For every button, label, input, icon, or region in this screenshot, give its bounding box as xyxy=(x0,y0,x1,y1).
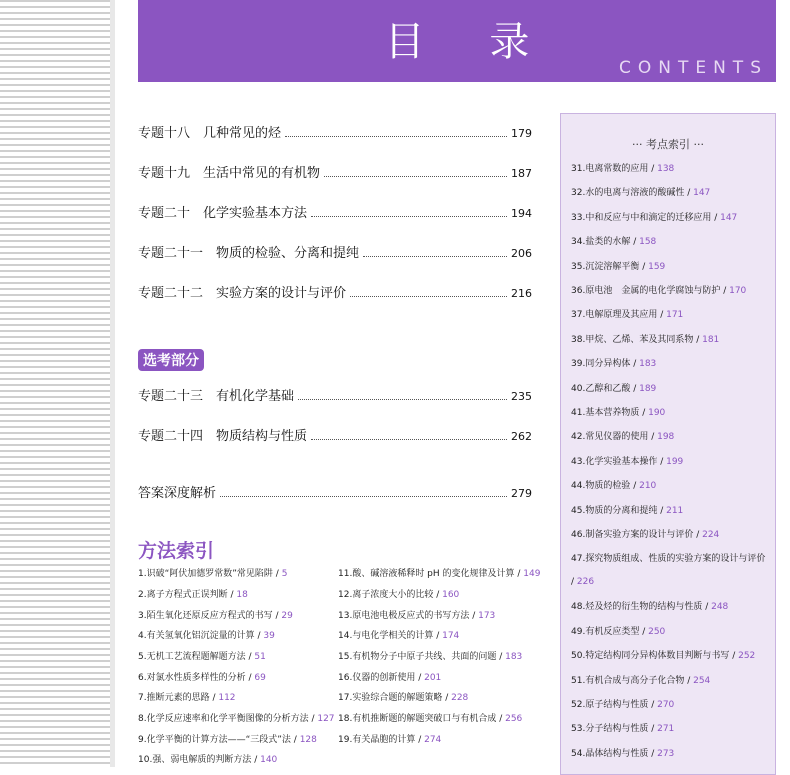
index-item[interactable]: 32.水的电离与溶液的酸碱性 / 147 xyxy=(571,188,711,199)
index-item[interactable]: 51.有机合成与高分子化合物 / 254 xyxy=(571,675,711,686)
index-item-text: 51.有机合成与高分子化合物 xyxy=(571,675,685,686)
index-item-text: 47.探究物质组成、性质的实验方案的设计与评价 xyxy=(571,554,766,565)
method-item-page: 18 xyxy=(236,590,248,600)
index-item[interactable]: 33.中和反应与中和滴定的迁移应用 / 147 xyxy=(571,212,738,223)
method-item[interactable]: 14.与电化学相关的计算 / 174 xyxy=(338,631,460,641)
binding-edge xyxy=(110,0,115,767)
index-item[interactable]: 31.电离常数的应用 / 138 xyxy=(571,164,675,174)
index-item[interactable]: 41.基本营养物质 / 190 xyxy=(571,408,666,418)
toc-entry-label: 专题二十 化学实验基本方法 xyxy=(138,206,308,221)
index-item-text: 42.常见仪器的使用 xyxy=(571,432,649,443)
index-item-text: 31.电离常数的应用 xyxy=(571,164,649,174)
index-item[interactable]: 37.电解原理及其应用 / 171 xyxy=(571,310,684,321)
index-item-text: 34.盐类的水解 xyxy=(571,237,631,248)
index-item-page: 224 xyxy=(702,530,720,540)
method-item-text: 11.酸、碱溶液稀释时 pH 的变化规律及计算 xyxy=(338,569,515,579)
index-item-page: 226 xyxy=(576,577,595,588)
method-item-page: 274 xyxy=(424,735,442,745)
toc-entry-page: 279 xyxy=(511,487,532,500)
method-item-text: 8.化学反应速率和化学平衡图像的分析方法 xyxy=(138,714,309,724)
index-item-page: 147 xyxy=(720,212,738,223)
index-item[interactable]: 45.物质的分离和提纯 / 211 xyxy=(571,505,684,516)
toc-entry[interactable] xyxy=(138,202,532,222)
index-item-text: 36.原电池 金属的电化学腐蚀与防护 xyxy=(571,286,721,296)
index-item[interactable]: 40.乙醇和乙酸 / 189 xyxy=(571,383,657,394)
method-item-page: 128 xyxy=(299,735,317,745)
method-item[interactable]: 4.有关氢氧化铝沉淀量的计算 / 39 xyxy=(138,631,275,641)
method-item-text: 19.有关晶胞的计算 xyxy=(338,735,416,745)
method-item-page: 183 xyxy=(505,652,523,662)
method-item-text: 2.离子方程式正误判断 xyxy=(138,590,228,600)
index-item[interactable]: 52.原子结构与性质 / 270 xyxy=(571,700,675,710)
toc-entry-label: 专题二十一 物质的检验、分离和提纯 xyxy=(138,246,360,261)
toc-entry-page: 187 xyxy=(511,167,532,180)
index-item[interactable]: 34.盐类的水解 / 158 xyxy=(571,237,657,248)
method-item-text: 4.有关氢氧化铝沉淀量的计算 xyxy=(138,631,255,641)
index-item-page: 147 xyxy=(693,188,711,199)
toc-entry-label: 专题二十四 物质结构与性质 xyxy=(138,429,308,444)
method-item[interactable]: 5.无机工艺流程题解题方法 / 51 xyxy=(138,652,266,662)
contents-banner xyxy=(138,0,776,82)
method-item[interactable]: 6.对氯水性质多样性的分析 / 69 xyxy=(138,673,266,683)
index-item-text: 49.有机反应类型 xyxy=(571,626,640,637)
method-item[interactable]: 12.离子浓度大小的比较 / 160 xyxy=(338,590,460,600)
index-item-page: 252 xyxy=(738,651,756,662)
method-item-text: 15.有机物分子中原子共线、共面的问题 xyxy=(338,652,497,662)
index-item-page: 271 xyxy=(657,724,675,735)
index-item[interactable]: 48.烃及烃的衍生物的结构与性质 / 248 xyxy=(571,602,729,613)
index-item-page: 190 xyxy=(648,408,666,418)
binding-strip xyxy=(0,0,110,767)
index-item-page: 170 xyxy=(729,286,747,296)
index-item-page: 270 xyxy=(657,700,675,710)
method-item[interactable]: 2.离子方程式正误判断 / 18 xyxy=(138,590,248,600)
index-item-text: 50.特定结构同分异构体数目判断与书写 xyxy=(571,651,730,662)
index-item[interactable]: 39.同分异构体 / 183 xyxy=(571,359,657,370)
toc-entry-page: 262 xyxy=(511,430,532,443)
index-item-page: 250 xyxy=(648,626,666,637)
leader-dots xyxy=(311,430,507,440)
index-item-text: 53.分子结构与性质 xyxy=(571,724,649,735)
method-item-text: 6.对氯水性质多样性的分析 xyxy=(138,673,246,683)
method-item-text: 18.有机推断题的解题突破口与有机合成 xyxy=(338,714,497,724)
index-item-text: 40.乙醇和乙酸 xyxy=(571,383,631,394)
method-index-title: 方法索引 xyxy=(138,540,215,562)
method-item-page: 39 xyxy=(263,631,275,641)
index-item[interactable]: 43.化学实验基本操作 / 199 xyxy=(571,456,684,467)
index-item-text: 45.物质的分离和提纯 xyxy=(571,505,658,516)
method-item-page: 51 xyxy=(254,652,266,662)
method-item-page: 69 xyxy=(254,673,266,683)
method-item-text: 13.原电池电极反应式的书写方法 xyxy=(338,611,470,621)
leader-dots xyxy=(350,287,507,297)
index-panel-title: ··· 考点索引 ··· xyxy=(632,138,704,151)
index-item-page: 198 xyxy=(657,432,675,443)
index-item-text: 48.烃及烃的衍生物的结构与性质 xyxy=(571,602,703,613)
index-item-page: 181 xyxy=(702,334,720,345)
index-item-page: 199 xyxy=(666,456,684,467)
method-item-page: 149 xyxy=(523,569,541,579)
index-item-page: 189 xyxy=(639,383,657,394)
method-item[interactable]: 1.识破“阿伏加德罗常数”常见陷阱 / 5 xyxy=(138,569,288,579)
leader-dots xyxy=(311,207,507,217)
method-item-page: 201 xyxy=(424,673,442,683)
index-item-text: 43.化学实验基本操作 xyxy=(571,456,658,467)
index-item-text: 35.沉淀溶解平衡 xyxy=(571,261,640,272)
toc-entry-page: 179 xyxy=(511,127,532,140)
index-item[interactable]: 49.有机反应类型 / 250 xyxy=(571,626,666,637)
leader-dots xyxy=(363,247,507,257)
index-item-page: 138 xyxy=(657,164,675,174)
toc-entry[interactable] xyxy=(138,122,532,142)
index-item[interactable]: 46.制备实验方案的设计与评价 / 224 xyxy=(571,530,720,540)
method-item[interactable]: 3.陌生氧化还原反应方程式的书写 / 29 xyxy=(138,611,293,621)
index-item[interactable]: 50.特定结构同分异构体数目判断与书写 / 252 xyxy=(571,651,756,662)
index-item[interactable]: 38.甲烷、乙烯、苯及其同系物 / 181 xyxy=(571,334,720,345)
toc-entry-label: 专题十八 几种常见的烃 xyxy=(138,126,282,141)
method-item-text: 10.强、弱电解质的判断方法 xyxy=(138,755,252,765)
method-item-page: 228 xyxy=(451,693,469,703)
index-item-text: 37.电解原理及其应用 xyxy=(571,310,658,321)
page-subtitle: CONTENTS xyxy=(619,58,768,78)
method-item-text: 3.陌生氧化还原反应方程式的书写 xyxy=(138,611,273,621)
index-item-text: 33.中和反应与中和滴定的迁移应用 xyxy=(571,212,712,223)
toc-entry-page: 206 xyxy=(511,247,532,260)
method-item-text: 16.仪器的创新使用 xyxy=(338,673,416,683)
toc-entry[interactable] xyxy=(138,425,532,445)
method-item-page: 112 xyxy=(218,693,236,703)
method-item[interactable]: 7.推断元素的思路 / 112 xyxy=(138,693,236,703)
method-item-page: 160 xyxy=(442,590,460,600)
index-item-page: 159 xyxy=(648,261,666,272)
method-item-text: 5.无机工艺流程题解题方法 xyxy=(138,652,246,662)
method-item[interactable]: 13.原电池电极反应式的书写方法 / 173 xyxy=(338,611,496,621)
leader-dots xyxy=(285,127,507,137)
index-item[interactable]: 35.沉淀溶解平衡 / 159 xyxy=(571,261,666,272)
index-item-page: 254 xyxy=(693,675,711,686)
method-item-text: 9.化学平衡的计算方法——“三段式”法 xyxy=(138,735,291,745)
leader-dots xyxy=(220,487,507,497)
toc-entry-page: 235 xyxy=(511,390,532,403)
leader-dots xyxy=(298,390,507,400)
index-item[interactable]: 47.探究物质组成、性质的实验方案的设计与评价 / 226 xyxy=(571,554,766,588)
method-item-text: 12.离子浓度大小的比较 xyxy=(338,590,434,600)
method-item-page: 256 xyxy=(505,714,523,724)
toc-entry-page: 194 xyxy=(511,207,532,220)
method-item[interactable]: 8.化学反应速率和化学平衡图像的分析方法 / 127 xyxy=(138,714,335,724)
method-item[interactable]: 18.有机推断题的解题突破口与有机合成 / 256 xyxy=(338,714,523,724)
method-item-page: 173 xyxy=(478,611,496,621)
method-item-text: 14.与电化学相关的计算 xyxy=(338,631,434,641)
toc-entry[interactable] xyxy=(138,162,532,182)
index-item-text: 38.甲烷、乙烯、苯及其同系物 xyxy=(571,334,694,345)
method-item[interactable]: 15.有机物分子中原子共线、共面的问题 / 183 xyxy=(338,652,523,662)
index-item-text: 44.物质的检验 xyxy=(571,481,631,492)
method-item-page: 5 xyxy=(281,569,288,579)
method-item-page: 29 xyxy=(281,611,293,621)
toc-entry-label: 专题二十二 实验方案的设计与评价 xyxy=(138,286,347,301)
toc-entry-label: 专题二十三 有机化学基础 xyxy=(138,389,295,404)
index-item-text: 54.晶体结构与性质 xyxy=(571,748,649,759)
index-item-page: 171 xyxy=(666,310,684,321)
method-item-text: 1.识破“阿伏加德罗常数”常见陷阱 xyxy=(138,569,273,579)
index-item[interactable]: 44.物质的检验 / 210 xyxy=(571,481,657,492)
toc-entry-label: 专题十九 生活中常见的有机物 xyxy=(138,166,321,181)
toc-entry-label: 答案深度解析 xyxy=(138,486,217,501)
method-item-page: 140 xyxy=(260,755,278,765)
index-item-page: 183 xyxy=(639,359,657,370)
toc-entry-answers[interactable] xyxy=(138,482,532,502)
index-item-page: 273 xyxy=(657,748,675,759)
index-item-text: 46.制备实验方案的设计与评价 xyxy=(571,530,694,540)
index-item[interactable]: 36.原电池 金属的电化学腐蚀与防护 / 170 xyxy=(571,286,747,296)
index-item[interactable]: 42.常见仪器的使用 / 198 xyxy=(571,432,675,443)
method-item[interactable]: 9.化学平衡的计算方法——“三段式”法 / 128 xyxy=(138,735,317,745)
index-item[interactable]: 53.分子结构与性质 / 271 xyxy=(571,724,675,735)
method-item[interactable]: 10.强、弱电解质的判断方法 / 140 xyxy=(138,755,278,765)
toc-entry[interactable] xyxy=(138,385,532,405)
index-item-text: 52.原子结构与性质 xyxy=(571,700,649,710)
page-title: 目 录 xyxy=(384,19,556,65)
method-item[interactable]: 17.实验综合题的解题策略 / 228 xyxy=(338,693,469,703)
elective-section-badge: 选考部分 xyxy=(138,349,204,371)
method-item[interactable]: 19.有关晶胞的计算 / 274 xyxy=(338,735,442,745)
method-item-page: 174 xyxy=(442,631,460,641)
method-item[interactable]: 11.酸、碱溶液稀释时 pH 的变化规律及计算 / 149 xyxy=(338,569,541,579)
method-item-text: 17.实验综合题的解题策略 xyxy=(338,693,443,703)
index-item-text: 41.基本营养物质 xyxy=(571,408,640,418)
index-item[interactable]: 54.晶体结构与性质 / 273 xyxy=(571,748,675,759)
toc-entry-page: 216 xyxy=(511,287,532,300)
index-item-page: 211 xyxy=(666,505,684,516)
method-item-page: 127 xyxy=(317,714,335,724)
toc-entry[interactable] xyxy=(138,282,532,302)
index-item-text: 39.同分异构体 xyxy=(571,359,631,370)
index-panel xyxy=(560,113,776,775)
index-item-text: 32.水的电离与溶液的酸碱性 xyxy=(571,188,685,199)
leader-dots xyxy=(324,167,507,177)
method-item[interactable]: 16.仪器的创新使用 / 201 xyxy=(338,673,442,683)
index-item-page: 158 xyxy=(639,237,657,248)
index-item-page: 248 xyxy=(711,602,729,613)
method-item-text: 7.推断元素的思路 xyxy=(138,693,210,703)
index-item-page: 210 xyxy=(639,481,657,492)
toc-entry[interactable] xyxy=(138,242,532,262)
